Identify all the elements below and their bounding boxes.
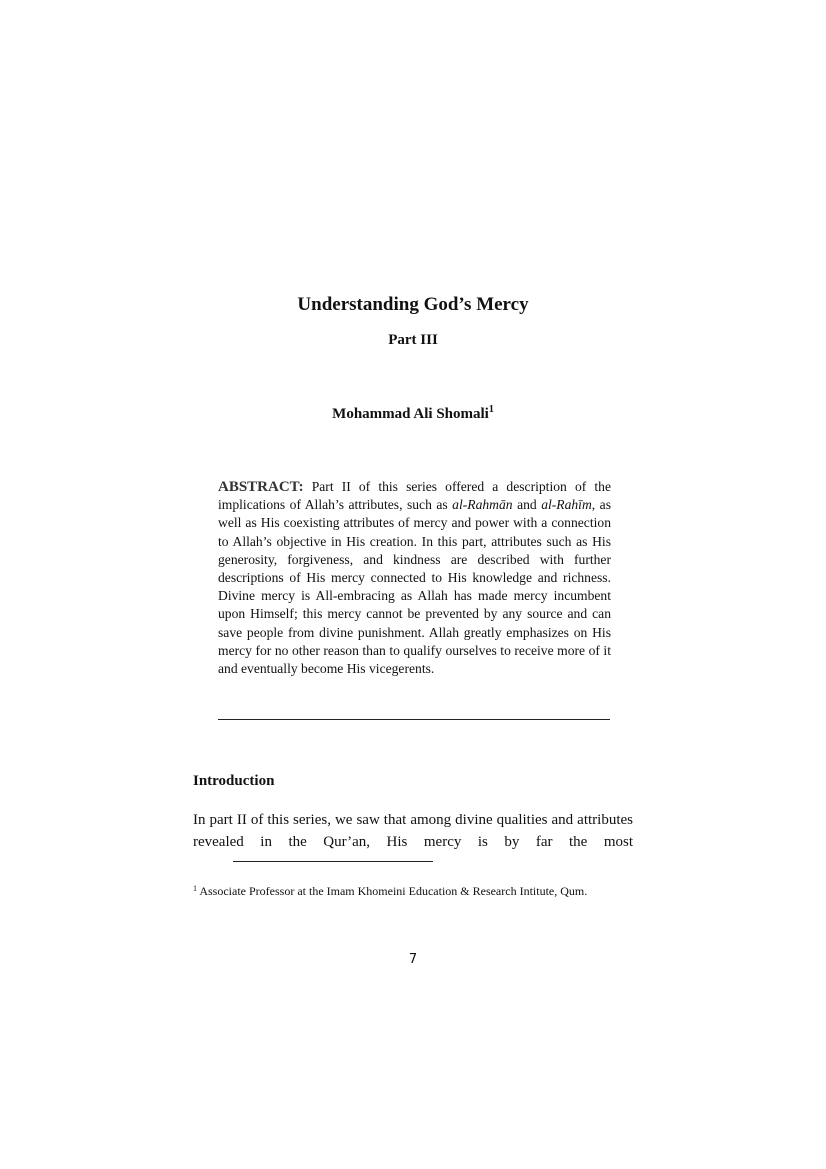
abstract-label: ABSTRACT: [218,479,304,495]
abstract [218,478,611,678]
page-number: 7 [408,952,418,967]
abstract-text-part-3: , as well as His coexisting attributes of mercy and power with a connection to Allah’s objective in His creation. In this part, attributes such as His generosity, forgiveness, and kindness are described with further descriptions of His mercy connected to His knowledge and richness. Divine mercy is All-embracing as Allah has made mercy incumbent upon Himself; this mercy cannot be prevented by any source and can save people from divine punishment. Allah greatly emphasizes on His mercy for no other reason than to qualify ourselves to receive more of it and eventually become His vicegerents. [218,497,611,677]
introduction-paragraph: In part II of this series, we saw that among divine qualities and attributes revealed in the Qur’an, His mercy is by far the most [193,812,633,850]
abstract-divider [218,719,610,720]
author-name: Mohammad Ali Shomali [332,406,489,422]
abstract-text-part-1: Part II of this series offered a description of the implications of Allah’s attributes, such as [218,479,611,513]
footnote-marker: 1 [193,884,197,893]
footnote-text: Associate Professor at the Imam Khomeini Education & Research Intitute, Qum. [197,884,588,898]
abstract-term-al-rahman: al-Rahmān [452,497,513,513]
author-line [0,404,826,423]
abstract-term-al-rahim: al-Rahīm [541,497,592,513]
abstract-text-part-2: and [512,497,542,513]
part-label: Part III [388,332,438,348]
article-title: Understanding God’s Mercy [297,294,529,315]
introduction-heading: Introduction [193,773,275,789]
footnote-divider [233,861,433,862]
footnote [193,880,633,900]
author-footnote-marker: 1 [488,404,494,415]
